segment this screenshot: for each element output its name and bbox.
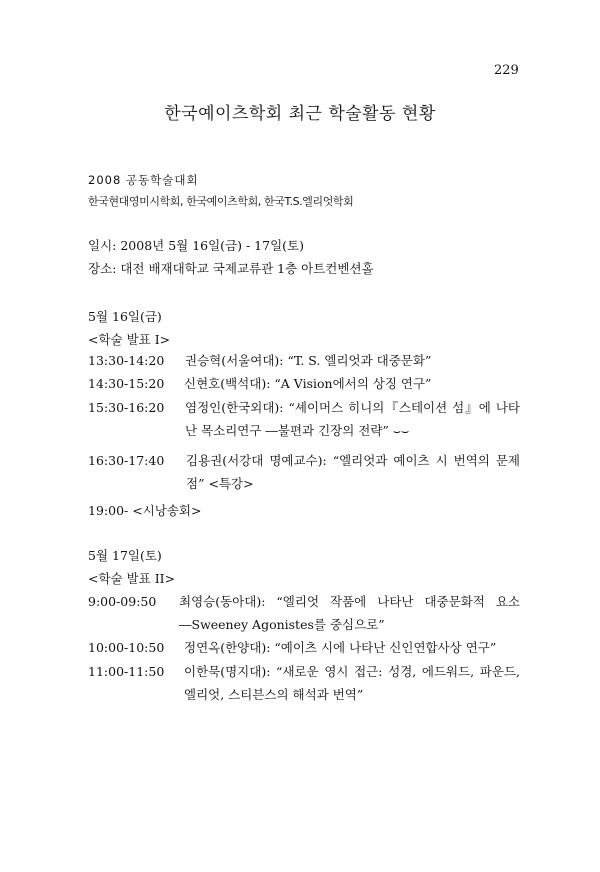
session-time: 16:30-17:40 [88,453,165,468]
page-number: 229 [494,63,519,78]
session-text: 염정인(한국외대): “셰이머스 히니의『스테이션 섬』에 나타난 목소리연구 ―불편과 긴장의 전략” ⌣⌣ [185,400,520,438]
conference-organizers: 한국현대영미시학회, 한국예이츠학회, 한국T.S.엘리엇학회 [88,195,354,208]
conference-name: 2008 공동학술대회 [88,173,199,187]
event-date: 일시: 2008년 5월 16일(금) - 17일(토) [88,238,304,253]
day2-section-heading: <학술 발표 II> [88,571,176,586]
session-text: 신현호(백석대): “A Vision에서의 상징 연구” [184,376,432,391]
session-time: 14:30-15:20 [88,376,165,391]
event-venue: 장소: 대전 배재대학교 국제교류관 1층 아트컨벤션홀 [88,261,374,276]
day1-date: 5월 16일(금) [88,309,162,324]
session-time: 9:00-09:50 [88,594,157,609]
day2-date: 5월 17일(토) [88,548,162,563]
session-text: 최영승(동아대): “엘리엇 작품에 나타난 대중문화적 요소 ―Sweeney Agonistes를 중심으로” [179,594,520,632]
session-text: 김용권(서강대 명예교수): “엘리엇과 예이츠 시 번역의 문제점” <특강> [186,453,520,491]
day1-section-heading: <학술 발표 I> [88,332,171,347]
session-time: 15:30-16:20 [88,400,165,415]
session-time: 13:30-14:20 [88,353,165,368]
session-text: 정연옥(한양대): “예이츠 시에 나타난 신인연합사상 연구” [184,640,497,655]
session-time: 10:00-10:50 [88,640,165,655]
page-title: 한국예이츠학회 최근 학술활동 현황 [164,104,436,124]
session-text: 이한묵(명지대): “새로운 영시 접근: 성경, 에드워드, 파운드, 엘리엇, 스티븐스의 해석과 번역” [184,664,520,702]
session-time: 11:00-11:50 [88,664,165,679]
session-text: 권승혁(서울여대): “T. S. 엘리엇과 대중문화” [185,353,432,368]
evening-event: 19:00- <시낭송회> [88,503,202,518]
